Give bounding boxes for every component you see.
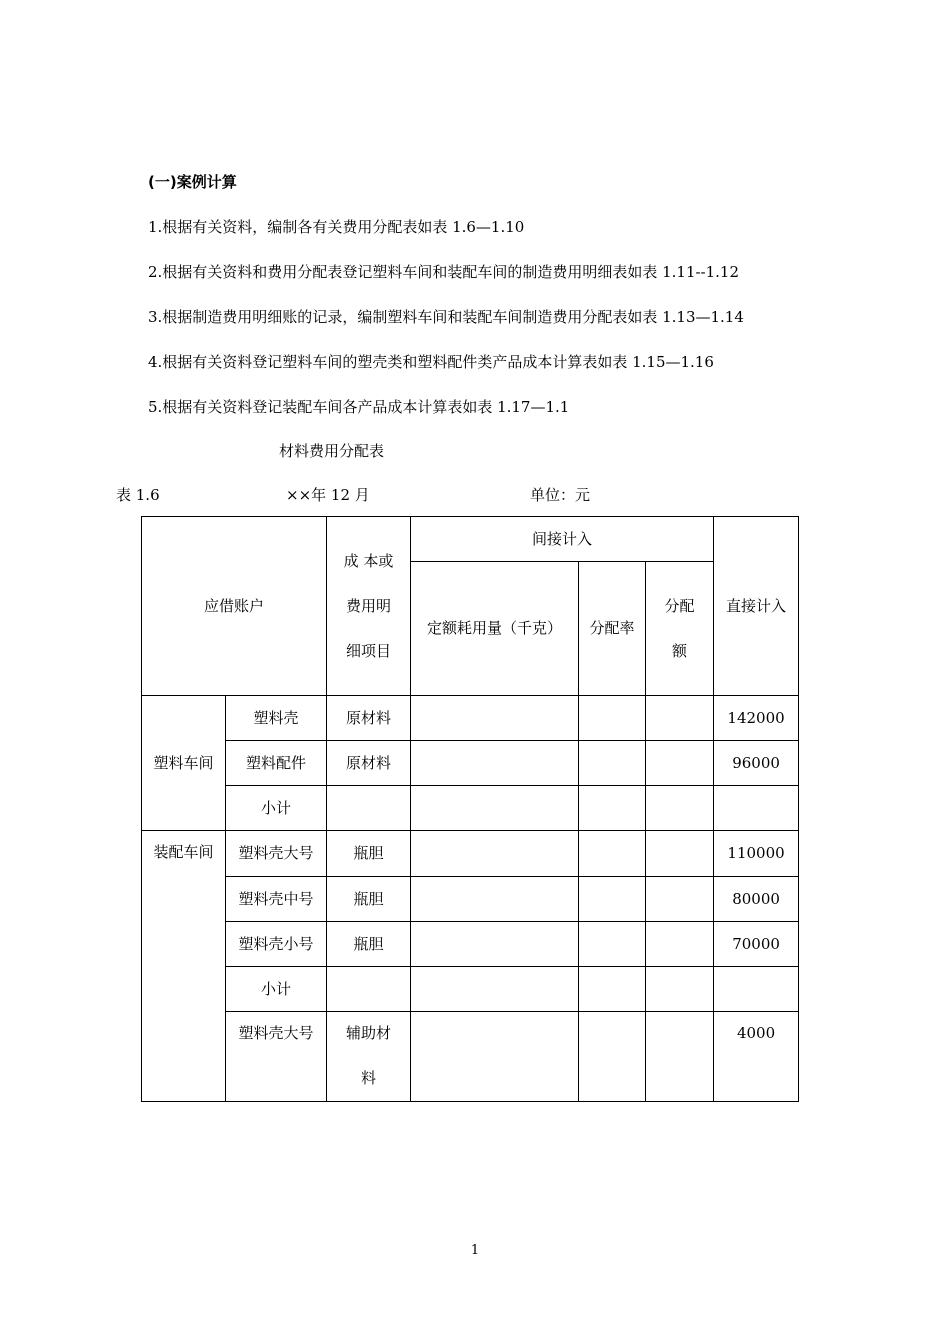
header-amount-text: 分配额 bbox=[664, 596, 695, 660]
row-amount bbox=[646, 1012, 714, 1102]
header-rate: 分配率 bbox=[579, 562, 646, 696]
row-amount bbox=[646, 741, 714, 786]
row-direct: 70000 bbox=[714, 922, 799, 967]
paragraph-5: 5.根据有关资料登记装配车间各产品成本计算表如表 1.17—1.1 bbox=[148, 398, 570, 416]
row-direct bbox=[714, 967, 799, 1012]
material-allocation-table bbox=[141, 516, 799, 1102]
row-rate bbox=[579, 922, 646, 967]
row-quota bbox=[411, 786, 579, 831]
row-rate bbox=[579, 786, 646, 831]
row-product: 塑料配件 bbox=[226, 741, 327, 786]
row-direct: 142000 bbox=[714, 696, 799, 741]
row-product: 塑料壳大号 bbox=[226, 831, 327, 877]
row-item bbox=[327, 786, 411, 831]
header-cost-item-text: 成 本或费用明细项目 bbox=[343, 551, 394, 660]
paragraph-1: 1.根据有关资料，编制各有关费用分配表如表 1.6—1.10 bbox=[148, 218, 525, 236]
row-quota bbox=[411, 877, 579, 922]
row-item bbox=[327, 967, 411, 1012]
row-rate bbox=[579, 741, 646, 786]
row-product: 塑料壳大号 bbox=[226, 1012, 327, 1102]
row-direct bbox=[714, 786, 799, 831]
row-direct: 4000 bbox=[714, 1012, 799, 1102]
row-rate bbox=[579, 877, 646, 922]
row-quota bbox=[411, 696, 579, 741]
row-item: 瓶胆 bbox=[327, 922, 411, 967]
header-quota: 定额耗用量（千克） bbox=[411, 562, 579, 696]
row-product: 塑料壳 bbox=[226, 696, 327, 741]
row-amount bbox=[646, 967, 714, 1012]
row-item: 瓶胆 bbox=[327, 877, 411, 922]
page-number: 1 bbox=[470, 1243, 480, 1258]
row-item: 原材料 bbox=[327, 741, 411, 786]
row-quota bbox=[411, 922, 579, 967]
row-quota bbox=[411, 967, 579, 1012]
row-direct: 110000 bbox=[714, 831, 799, 877]
row-rate bbox=[579, 831, 646, 877]
table-number: 表 1.6 bbox=[116, 486, 160, 504]
row-item-text: 辅助材料 bbox=[346, 1024, 392, 1087]
section-heading: (一)案例计算 bbox=[148, 173, 237, 191]
header-amount bbox=[646, 562, 714, 696]
group-plastic-workshop: 塑料车间 bbox=[142, 696, 226, 831]
header-direct: 直接计入 bbox=[714, 517, 799, 696]
row-direct: 80000 bbox=[714, 877, 799, 922]
row-amount bbox=[646, 922, 714, 967]
header-cost-item bbox=[327, 517, 411, 696]
row-product: 塑料壳中号 bbox=[226, 877, 327, 922]
row-quota bbox=[411, 831, 579, 877]
row-item: 瓶胆 bbox=[327, 831, 411, 877]
table-unit: 单位：元 bbox=[530, 486, 591, 504]
row-product: 小计 bbox=[226, 786, 327, 831]
row-direct: 96000 bbox=[714, 741, 799, 786]
row-quota bbox=[411, 741, 579, 786]
paragraph-2: 2.根据有关资料和费用分配表登记塑料车间和装配车间的制造费用明细表如表 1.11--1.12 bbox=[148, 263, 740, 281]
table-date: ××年 12 月 bbox=[286, 486, 370, 504]
row-product: 塑料壳小号 bbox=[226, 922, 327, 967]
row-amount bbox=[646, 696, 714, 741]
row-product: 小计 bbox=[226, 967, 327, 1012]
header-indirect: 间接计入 bbox=[411, 517, 714, 562]
row-item bbox=[327, 1012, 411, 1102]
header-account: 应借账户 bbox=[142, 517, 327, 696]
row-rate bbox=[579, 967, 646, 1012]
row-rate bbox=[579, 1012, 646, 1102]
row-amount bbox=[646, 831, 714, 877]
paragraph-3: 3.根据制造费用明细账的记录，编制塑料车间和装配车间制造费用分配表如表 1.13—1.14 bbox=[148, 308, 744, 326]
table-title: 材料费用分配表 bbox=[279, 442, 385, 460]
group-assembly-workshop: 装配车间 bbox=[142, 831, 226, 1102]
row-amount bbox=[646, 877, 714, 922]
row-quota bbox=[411, 1012, 579, 1102]
row-amount bbox=[646, 786, 714, 831]
paragraph-4: 4.根据有关资料登记塑料车间的塑壳类和塑料配件类产品成本计算表如表 1.15—1.16 bbox=[148, 353, 714, 371]
row-item: 原材料 bbox=[327, 696, 411, 741]
row-rate bbox=[579, 696, 646, 741]
